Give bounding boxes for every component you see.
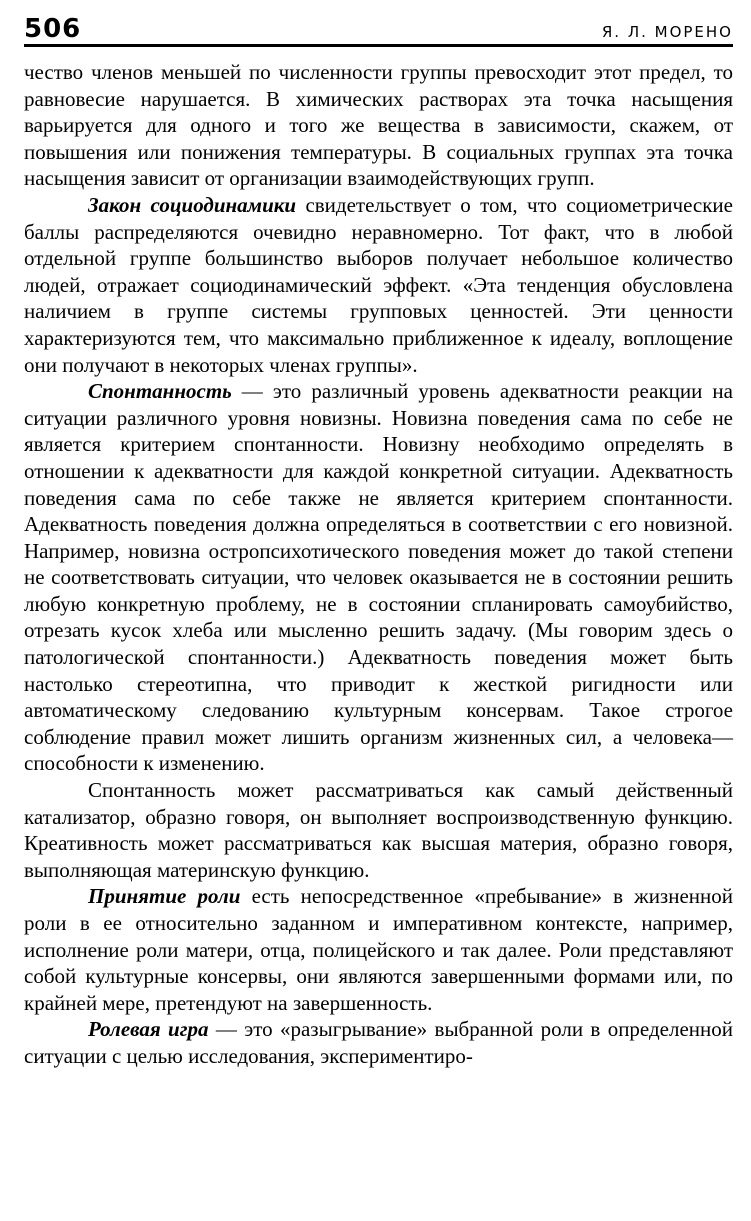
- paragraph-spontaneity-catalyst: [24, 777, 733, 883]
- term-role-playing: Ролевая игра: [88, 1017, 209, 1042]
- paragraph-text: — это «разыгрывание» выбранной роли в определенной ситуации с целью исследования, экспериментиро-: [24, 1017, 733, 1068]
- paragraph-sociodynamics-law: [24, 192, 733, 378]
- paragraph-text: — это различный уровень адекватности реакции на ситуации различного уровня новизны. Новизна поведения сама по себе не является критерием спонтанности. Новизну необходимо определять в отношении к адекватности для каждой конкретной ситуации. Адекватность поведения сама по себе также не является критерием спонтанности. Адекватность поведения должна определяться в соответствии с его новизной. Например, новизна остропсихотического поведения может до такой степени не соответствовать ситуации, что человек оказывается не в состоянии решить любую конкретную проблему, не в состоянии спланировать самоубийство, отрезать кусок хлеба или мысленно решить задачу. (Мы говорим здесь о патологической спонтанности.) Адекватность поведения может быть настолько стереотипна, что приводит к жесткой ригидности или автоматическому следованию культурным консервам. Такое строгое соблюдение правил может лишить организм жизненных сил, а человека— способности к изменению.: [24, 379, 733, 776]
- body-text: [24, 59, 733, 1070]
- term-spontaneity: Спонтанность: [88, 379, 232, 404]
- term-sociodynamics-law: Закон социодинамики: [88, 192, 297, 217]
- paragraph-role-taking: [24, 883, 733, 1016]
- paragraph-role-playing: [24, 1016, 733, 1069]
- paragraph-text: Спонтанность может рассматриваться как самый действенный катализатор, образно говоря, он выполняет воспроизводственную функцию. Креативность может рассматриваться как высшая материя, образно говоря, выполняющая материнскую функцию.: [24, 778, 733, 882]
- running-head: Я. Л. МОРЕНО: [601, 23, 733, 41]
- paragraph-spontaneity: [24, 378, 733, 777]
- page-header: [24, 10, 733, 47]
- paragraph-text: чество членов меньшей по численности группы превосходит этот предел, то равновесие нарушается. В химических растворах эта точка насыщения варьируется для одного и того же вещества в зависимости, скажем, от повышения или понижения температуры. В социальных группах эта точка насыщения зависит от организации взаимодействующих групп.: [24, 60, 733, 191]
- paragraph-text: свидетельствует о том, что социометрические баллы распределяются очевидно неравномерно. Тот факт, что в любой отдельной группе большинство выборов получает небольшое количество людей, отражает социодинамический эффект. «Эта тенденция обусловлена наличием в группе системы групповых ценностей. Эти ценности характеризуются тем, что максимально приближенное к идеалу, воплощение они получают в некоторых членах группы».: [24, 192, 733, 377]
- page-number: 506: [24, 14, 82, 44]
- paragraph-continuation: [24, 59, 733, 192]
- paragraph-text: есть непосредственное «пребывание» в жизненной роли в ее относительно заданном и императивном контексте, например, исполнение роли матери, отца, полицейского и так далее. Роли представляют собой культурные консервы, они являются завершенными формами или, по крайней мере, претендуют на завершенность.: [24, 884, 733, 1015]
- term-role-taking: Принятие роли: [88, 884, 241, 909]
